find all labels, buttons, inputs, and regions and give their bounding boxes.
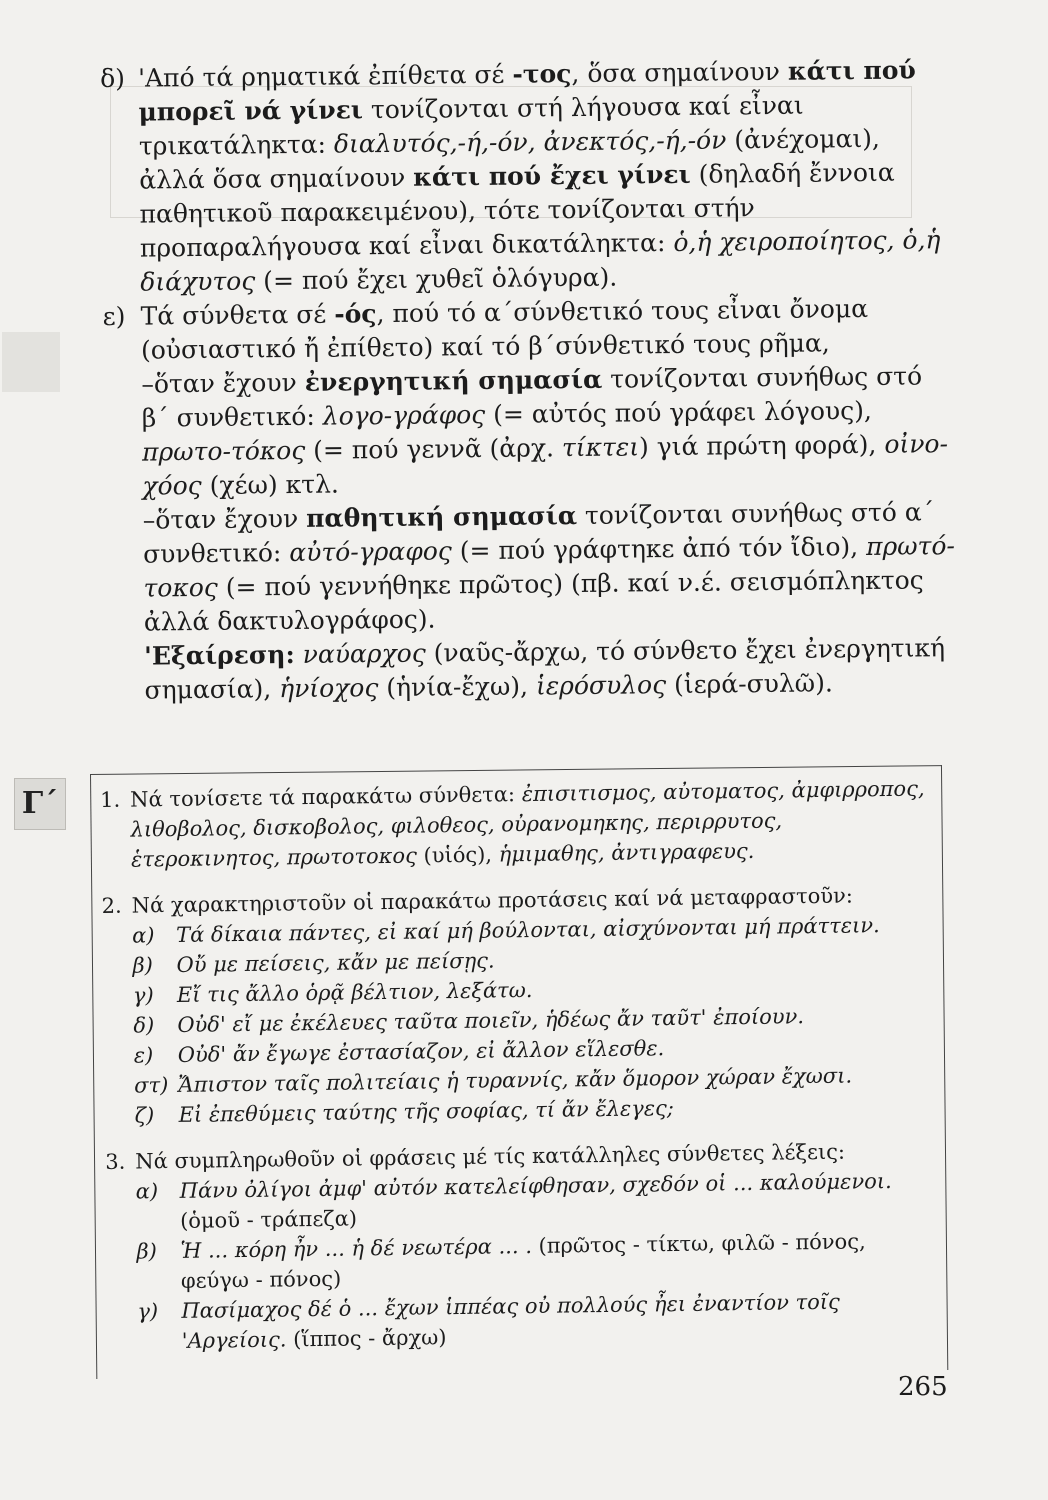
italic-run: ἡνίοχος	[278, 673, 379, 704]
text-run: (ἡνία-ἔχω),	[386, 671, 529, 703]
exception-note	[144, 631, 957, 707]
exercise-1	[100, 773, 931, 875]
text-run: , ὅσα σημαίνουν	[571, 56, 781, 89]
italic-run: ὁ,ἡ χειροποίητος, ὁ,ἡ διάχυτος	[140, 225, 941, 297]
passive-meaning-rule	[143, 495, 956, 639]
item-label: ζ)	[134, 1103, 155, 1128]
page-number: 265	[898, 1372, 948, 1402]
bold-run: παθητική σημασία	[306, 501, 578, 533]
item-label: α)	[135, 1179, 159, 1204]
bold-run: -ός	[334, 299, 377, 329]
text-run: , πού τό α΄σύνθετικό τους εἶναι ὄνομα (οὐσιαστικό ἤ ἐπίθετο) καί τό β΄σύνθετικό τους ρῆμα,	[140, 293, 869, 365]
text-run: (ἀνέχομαι), ἀλλά ὅσα σημαίνουν	[139, 123, 881, 195]
item-label: δ)	[133, 1013, 155, 1038]
italic-run: ἐπισιτισμος, αὐτοματος, ἀμφιρροπος, λιθοβολος, δισκοβολος, φιλοθεος, οὐρανομηκης, περιρρυτος, ἑτεροκινητος, πρωτοτοκος	[130, 776, 925, 872]
text-run: (ναῦς-ἄρχω, τό σύνθετο ἔχει ἐνεργητική σημασία),	[144, 633, 946, 705]
bold-run: κάτι πού μπορεῖ νά γίνει	[138, 55, 916, 127]
text-run: Νά τονίσετε τά παρακάτω σύνθετα:	[130, 782, 516, 812]
text-run: 'Από τά ρηματικά ἐπίθετα σέ	[138, 59, 505, 93]
italic-run: πρωτό-τοκος	[143, 531, 956, 603]
exercise-number: 2.	[101, 893, 122, 918]
exercise-3-prompt: Νά συμπληρωθοῦν οἱ φράσεις μέ τίς κατάλληλες σύνθετες λέξεις:	[135, 1139, 846, 1174]
exercise-3-item	[136, 1225, 937, 1296]
text-run: (δηλαδή ἔννοια παθητικοῦ παρακειμένου), τότε τονίζονται στήν προπαραλήγουσα καί εἶναι δικατάληκτα:	[139, 157, 895, 263]
exercise-3	[105, 1135, 938, 1357]
hint-run: (ἵππος - ἄρχω)	[286, 1325, 447, 1352]
item-label: στ)	[134, 1073, 169, 1098]
text-run: –ὅταν ἔχουν	[141, 367, 297, 399]
text-run: (= αὐτός πού γράφει λόγους),	[492, 395, 872, 429]
text-run: τονίζονται συνήθως στό α΄ συνθετικό:	[143, 497, 935, 569]
text-run: (= πού γράφτηκε ἀπό τόν ἴδιο),	[459, 532, 859, 566]
section-badge: Γ΄	[14, 778, 66, 830]
bold-run: κάτι πού ἔχει γίνει	[412, 159, 691, 192]
item-text: Οὔ με πείσεις, κἄν με πείσῃς.	[176, 948, 495, 977]
exercise-2-prompt: Νά χαρακτηριστοῦν οἱ παρακάτω προτάσεις καί νά μεταφραστοῦν:	[131, 883, 854, 918]
italic-run: λογο-γράφος	[322, 399, 486, 431]
exercise-number: 3.	[105, 1149, 126, 1174]
item-text: Ἄπιστον ταῖς πολιτείαις ἡ τυραννίς, κἄν ὅμορον χώραν ἔχωσι.	[178, 1063, 853, 1097]
exercise-3-item	[137, 1285, 938, 1356]
italic-run: ἡμιμαθης, ἀντιγραφευς.	[498, 838, 755, 867]
italic-run: Ἡ ... κόρη ἦν ... ἡ δέ νεωτέρα ... .	[180, 1234, 533, 1263]
theory-section	[100, 53, 957, 708]
text-run: τονίζονται στή λήγουσα καί εἶναι τρικατάληκτα:	[138, 90, 804, 161]
italic-run: διαλυτός,-ή,-όν, ἀνεκτός,-ή,-όν	[333, 125, 727, 159]
italic-run: Πασίμαχος δέ ὁ ... ἔχων ἱππέας οὐ πολλούς ἦει ἐναντίον τοῖς 'Αργείοις.	[181, 1289, 840, 1353]
bold-run: ἐνεργητική σημασία	[304, 364, 603, 397]
paragraph-e-text	[140, 291, 953, 367]
text-run: ) γιά πρώτη φορά),	[638, 429, 877, 462]
italic-run: ναύαρχος	[302, 638, 426, 669]
item-text: Εἰ ἐπεθύμεις ταύτης τῆς σοφίας, τί ἄν ἔλεγες;	[178, 1096, 675, 1127]
text-run: (= πού γεννήθηκε πρῶτος) (πβ. καί ν.έ. σεισμόπληκτος ἀλλά δακτυλογράφος).	[143, 565, 924, 637]
text-run: (υἱός),	[423, 842, 493, 868]
item-label: β)	[136, 1239, 158, 1264]
text-run: (χέω) κτλ.	[209, 469, 339, 500]
italic-run: Πάνυ ὀλίγοι ἀμφ' αὐτόν κατελείφθησαν, σχεδόν οἱ ... καλούμενοι.	[179, 1168, 892, 1203]
italic-run: αὐτό-γραφος	[289, 536, 452, 568]
text-run: (= πού ἔχει χυθεῖ ὁλόγυρα).	[263, 262, 618, 296]
italic-run: τίκτει	[561, 432, 640, 463]
exercise-number: 1.	[100, 787, 121, 812]
exercise-3-item	[135, 1165, 936, 1236]
text-run: (= πού γεννᾶ (ἀρχ.	[313, 433, 555, 465]
paragraph-d	[100, 53, 952, 300]
text-run: τονίζονται συνήθως στό β΄ συνθετικό:	[141, 361, 923, 433]
item-text: Εἴ τις ἄλλο ὁρᾷ βέλτιον, λεξάτω.	[176, 977, 533, 1007]
exercises-section	[100, 773, 938, 1373]
exercise-2	[101, 879, 934, 1131]
text-run: –ὅταν ἔχουν	[142, 503, 299, 535]
item-text: Οὐδ' εἴ με ἐκέλευες ταῦτα ποιεῖν, ἡδέως ἄν ταῦτ' ἐποίουν.	[177, 1004, 805, 1037]
item-text	[181, 1285, 938, 1356]
text-run: (ἱερά-συλῶ).	[673, 668, 833, 700]
item-text: Οὐδ' ἄν ἔγωγε ἐστασίαζον, εἰ ἄλλον εἵλεσθε.	[177, 1036, 665, 1067]
item-label: β)	[132, 953, 154, 978]
item-label: γ)	[137, 1299, 159, 1324]
text-run: Τά σύνθετα σέ	[140, 299, 327, 331]
item-text	[180, 1225, 937, 1296]
hint-run: (πρῶτος - τίκτω, φιλῶ - πόνος, φεύγω - πόνος)	[180, 1229, 866, 1293]
item-label: ε)	[133, 1043, 154, 1068]
paragraph-d-text	[138, 53, 952, 299]
paragraph-d-label: δ)	[100, 63, 126, 93]
item-label: γ)	[132, 983, 154, 1008]
bold-run: -τος	[512, 59, 572, 89]
hint-run: (ὁμοῦ - τράπεζα)	[179, 1206, 358, 1233]
paragraph-e-label: ε)	[102, 301, 126, 331]
italic-run: οἰνο-χόος	[142, 429, 949, 501]
bold-run: 'Εξαίρεση:	[144, 639, 295, 671]
bleed-through-tab	[2, 332, 60, 392]
italic-run: ἱερόσυλος	[535, 670, 667, 701]
italic-run: πρωτο-τόκος	[141, 435, 306, 467]
item-label: α)	[131, 923, 155, 948]
paragraph-e	[102, 291, 956, 708]
active-meaning-rule	[141, 359, 954, 503]
item-text: Τά δίκαια πάντες, εἰ καί μή βούλονται, αἰσχύνονται μή πράττειν.	[175, 913, 880, 947]
item-text	[179, 1165, 936, 1236]
exercise-1-body	[130, 773, 931, 874]
